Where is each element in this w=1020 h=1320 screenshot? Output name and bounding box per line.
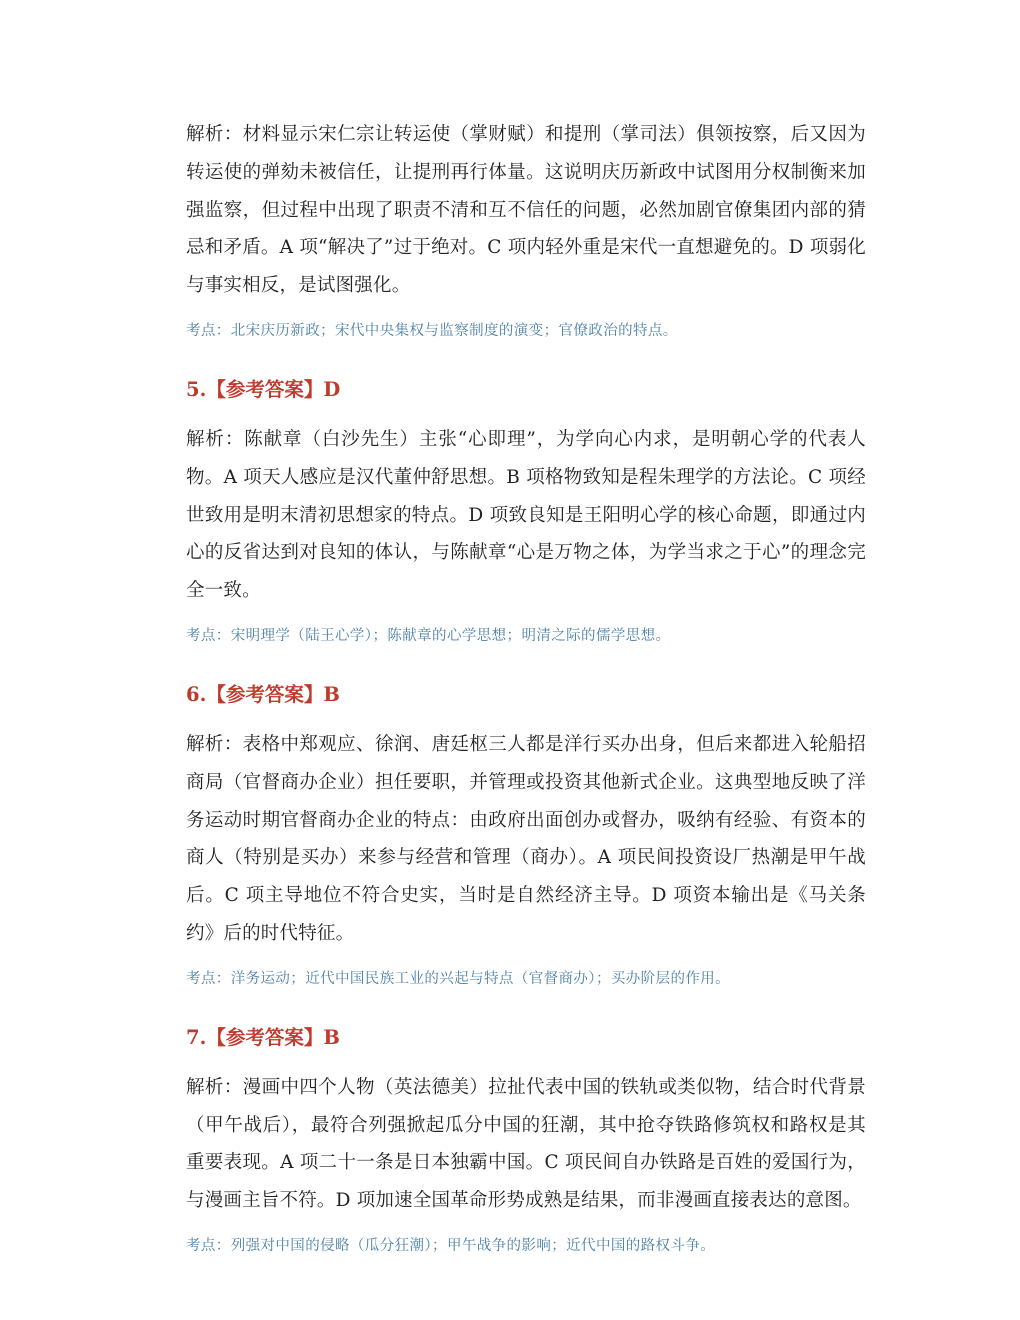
analysis-paragraph-q4: 解析：材料显示宋仁宗让转运使（掌财赋）和提刑（掌司法）俱领按察，后又因为转运使的弹劾未被信任，让提刑再行体量。这说明庆历新政中试图用分权制衡来加强监察，但过程中出现了职责不清和互不信任的问题，必然加剧官僚集团内部的猜忌和矛盾。A 项“解决了”过于绝对。C 项内轻外重是宋代一直想避免的。D 项弱化与事实相反，是试图强化。 [186, 124, 866, 297]
kaodian-q4: 考点：北宋庆历新政；宋代中央集权与监察制度的演变；官僚政治的特点。 [186, 322, 678, 339]
question-number: 5. [186, 377, 207, 401]
answer-letter: B [323, 1025, 340, 1049]
analysis-paragraph-q6: 解析：表格中郑观应、徐润、唐廷枢三人都是洋行买办出身，但后来都进入轮船招商局（官督商办企业）担任要职，并管理或投资其他新式企业。这典型地反映了洋务运动时期官督商办企业的特点：由政府出面创办或督办，吸纳有经验、有资本的商人（特别是买办）来参与经营和管理（商办）。A 项民间投资设厂热潮是甲午战后。C 项主导地位不符合史实，当时是自然经济主导。D 项资本输出是《马关条约》后的时代特征。 [186, 733, 866, 944]
answer-label: 【参考答案】 [206, 1025, 324, 1049]
analysis-paragraph-q7: 解析：漫画中四个人物（英法德美）拉扯代表中国的铁轨或类似物，结合时代背景（甲午战后），最符合列强掀起瓜分中国的狂潮，其中抢夺铁路修筑权和路权是其重要表现。A 项二十一条是日本独霸中国。C 项民间自办铁路是百姓的爱国行为，与漫画主旨不符。D 项加速全国革命形势成熟是结果，而非漫画直接表达的意图。 [186, 1076, 866, 1212]
question-number: 6. [186, 682, 207, 706]
answer-letter: D [323, 377, 341, 401]
answer-letter: B [323, 682, 340, 706]
question-heading-7 [186, 1025, 866, 1051]
question-heading-6 [186, 682, 866, 708]
analysis-paragraph-q5: 解析：陈献章（白沙先生）主张“心即理”，为学向心内求，是明朝心学的代表人物。A 项天人感应是汉代董仲舒思想。B 项格物致知是程朱理学的方法论。C 项经世致用是明末清初思想家的特点。D 项致良知是王阳明心学的核心命题，即通过内心的反省达到对良知的体认，与陈献章“心是万物之体，为学当求之于心”的理念完全一致。 [186, 428, 866, 602]
document-page [186, 116, 866, 1256]
answer-label: 【参考答案】 [206, 377, 324, 401]
kaodian-q7: 考点：列强对中国的侵略（瓜分狂潮）；甲午战争的影响；近代中国的路权斗争。 [186, 1237, 716, 1254]
answer-label: 【参考答案】 [206, 682, 324, 706]
kaodian-q6: 考点：洋务运动；近代中国民族工业的兴起与特点（官督商办）；买办阶层的作用。 [186, 970, 731, 987]
question-heading-5 [186, 377, 866, 403]
kaodian-q5: 考点：宋明理学（陆王心学）；陈献章的心学思想；明清之际的儒学思想。 [186, 627, 671, 644]
question-number: 7. [186, 1025, 207, 1049]
